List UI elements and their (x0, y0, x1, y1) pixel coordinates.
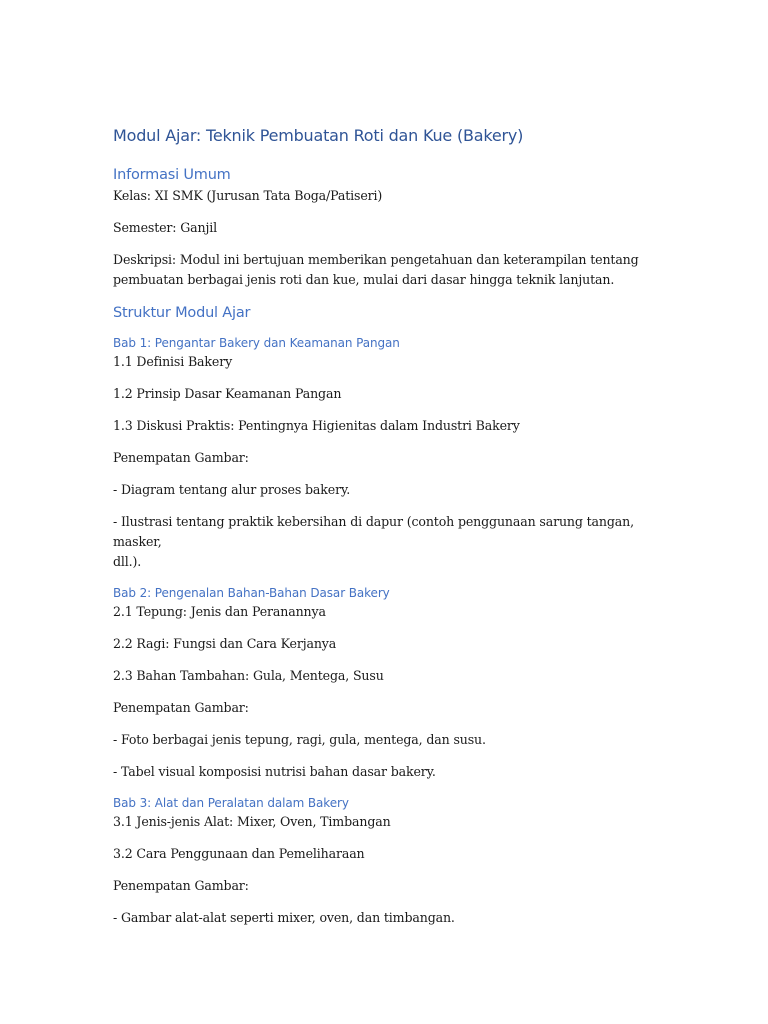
wrapped-line-1: - Ilustrasi tentang praktik kebersihan di dapur (contoh penggunaan sarung tangan, masker, (113, 514, 634, 549)
list-item-wrapped (113, 512, 658, 572)
description-line-1: Deskripsi: Modul ini bertujuan memberikan pengetahuan dan keterampilan tentang (113, 252, 639, 267)
description-line-2: pembuatan berbagai jenis roti dan kue, mulai dari dasar hingga teknik lanjutan. (113, 272, 615, 287)
chapter-1-heading: Bab 1: Pengantar Bakery dan Keamanan Pangan (113, 336, 400, 350)
list-item: 3.2 Cara Penggunaan dan Pemeliharaan (113, 846, 365, 861)
list-item: - Gambar alat-alat seperti mixer, oven, dan timbangan. (113, 910, 455, 925)
list-item: 1.2 Prinsip Dasar Keamanan Pangan (113, 386, 342, 401)
list-item: 3.1 Jenis-jenis Alat: Mixer, Oven, Timbangan (113, 814, 391, 829)
list-item: Penempatan Gambar: (113, 700, 249, 715)
list-item: - Tabel visual komposisi nutrisi bahan dasar bakery. (113, 764, 436, 779)
list-item: 2.3 Bahan Tambahan: Gula, Mentega, Susu (113, 668, 384, 683)
heading-module-structure: Struktur Modul Ajar (113, 305, 251, 321)
list-item: 2.1 Tepung: Jenis dan Peranannya (113, 604, 326, 619)
list-item: Penempatan Gambar: (113, 450, 249, 465)
kelas-text: Kelas: XI SMK (Jurusan Tata Boga/Patiseri) (113, 188, 383, 203)
heading-general-info: Informasi Umum (113, 167, 231, 183)
list-item: 1.3 Diskusi Praktis: Pentingnya Higienitas dalam Industri Bakery (113, 418, 520, 433)
semester-text: Semester: Ganjil (113, 220, 217, 235)
list-item: Penempatan Gambar: (113, 878, 249, 893)
chapter-3-heading: Bab 3: Alat dan Peralatan dalam Bakery (113, 796, 349, 810)
list-item: 1.1 Definisi Bakery (113, 354, 233, 369)
list-item: 2.2 Ragi: Fungsi dan Cara Kerjanya (113, 636, 337, 651)
document-body (113, 124, 658, 940)
list-item: - Foto berbagai jenis tepung, ragi, gula, mentega, dan susu. (113, 732, 486, 747)
chapter-2-heading: Bab 2: Pengenalan Bahan-Bahan Dasar Bakery (113, 586, 390, 600)
description-paragraph (113, 250, 658, 290)
list-item: - Diagram tentang alur proses bakery. (113, 482, 351, 497)
document-title: Modul Ajar: Teknik Pembuatan Roti dan Kue (Bakery) (113, 126, 524, 145)
wrapped-line-2: dll.). (113, 554, 142, 569)
